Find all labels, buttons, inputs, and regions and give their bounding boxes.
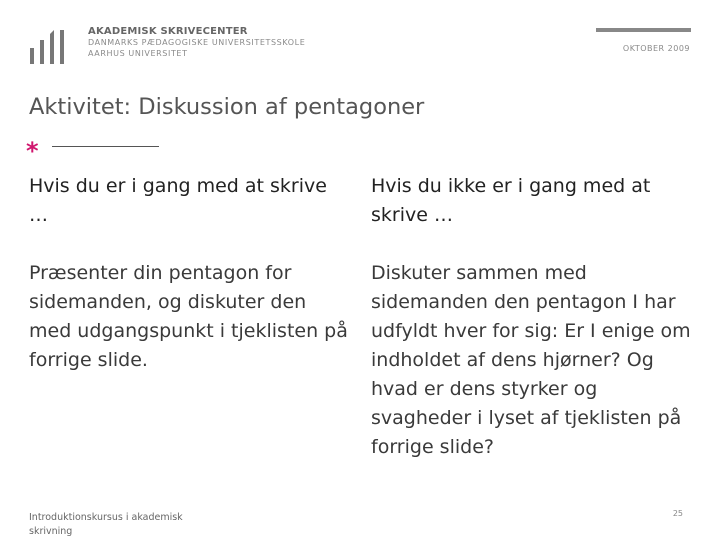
right-column <box>371 172 691 462</box>
logo-bar-2 <box>40 40 44 64</box>
asterisk-icon: * <box>26 137 39 165</box>
org-line-2: AARHUS UNIVERSITET <box>88 49 188 58</box>
logo-bar-4 <box>60 30 64 64</box>
logo-bar-3 <box>50 30 54 64</box>
right-body: Diskuter sammen med sidemanden den pentagon I har udfyldt hver for sig: Er I enige om indholdet af dens hjørner? Og hvad er dens styrker og svagheder i lyset af tjeklisten på forrige slide? <box>371 262 691 458</box>
org-line-1: DANMARKS PÆDAGOGISKE UNIVERSITETSSKOLE <box>88 38 306 47</box>
date-label: OKTOBER 2009 <box>622 44 690 53</box>
org-name: AKADEMISK SKRIVECENTER <box>88 26 248 37</box>
left-heading: Hvis du er i gang med at skrive … <box>29 175 327 226</box>
footer-course: Introduktionskursus i akademisk skrivning <box>29 512 183 537</box>
left-column <box>29 172 349 375</box>
slide-title: Aktivitet: Diskussion af pentagoner <box>29 94 425 120</box>
header-bar <box>596 28 691 32</box>
right-heading: Hvis du ikke er i gang med at skrive … <box>371 175 651 226</box>
organization-block <box>88 26 305 59</box>
logo-bar-1 <box>30 48 34 64</box>
page-number: 25 <box>672 509 683 518</box>
title-divider <box>52 146 159 147</box>
university-logo-icon <box>30 30 66 64</box>
left-body: Præsenter din pentagon for sidemanden, og diskuter den med udgangspunkt i tjeklisten på forrige slide. <box>29 262 348 371</box>
